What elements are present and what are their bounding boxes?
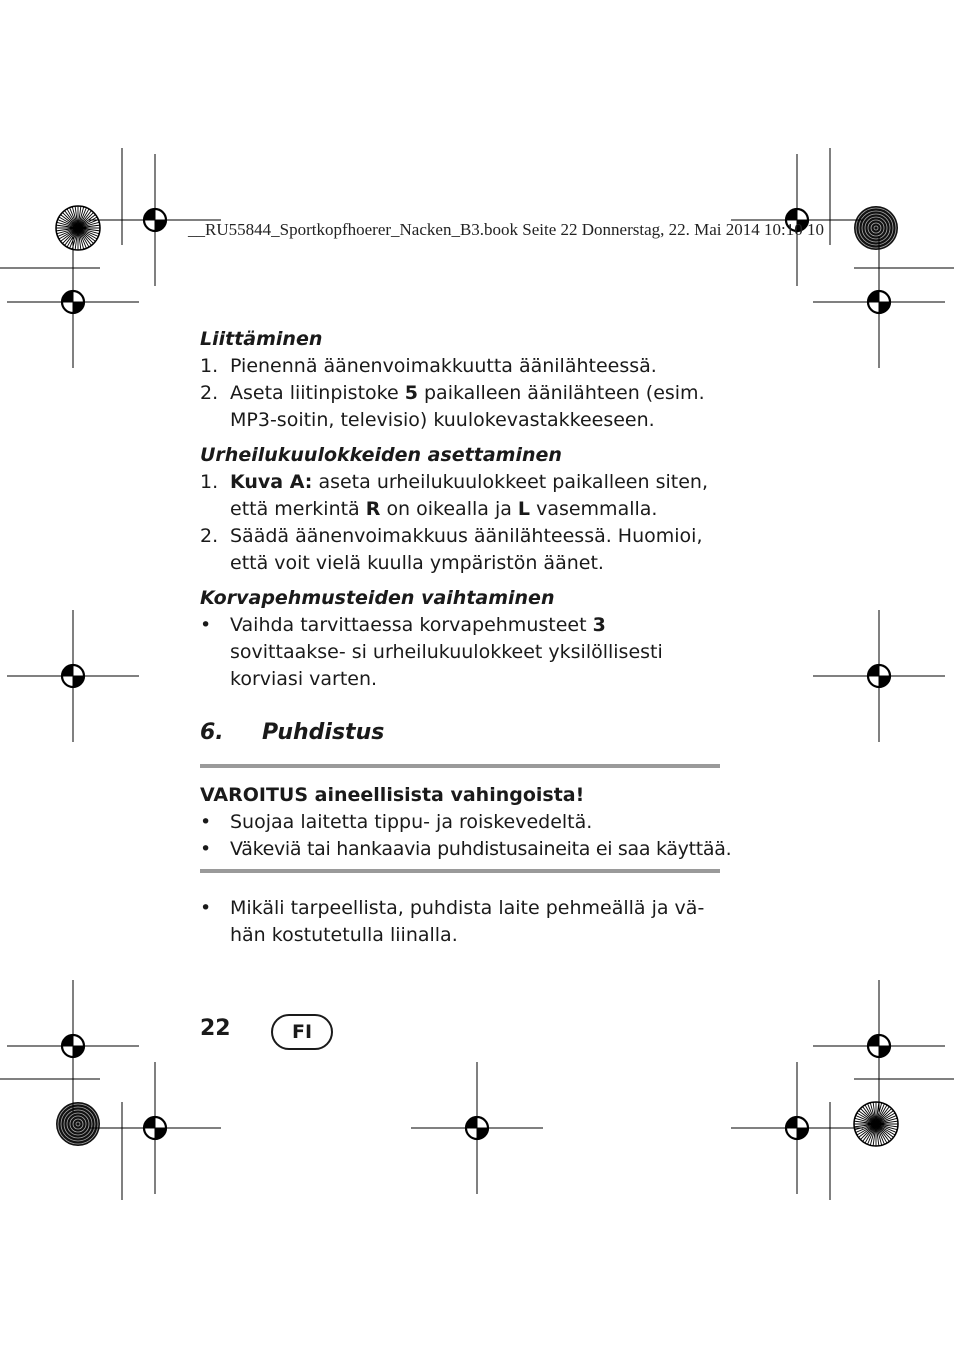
list-item [200, 895, 720, 949]
list-item [200, 836, 732, 863]
registration-target [813, 980, 945, 1112]
list-item [200, 380, 720, 434]
starburst-mark [56, 206, 100, 250]
heading-earpads: Korvapehmusteiden vaihtaminen [200, 587, 555, 609]
bullet: • [200, 897, 212, 919]
bullet-text: Mikäli tarpeellista, puhdista laite pehmeällä ja vä- hän kostutetulla liinalla. [230, 897, 705, 946]
registration-target [411, 1062, 543, 1194]
bullet-text: Väkeviä tai hankaavia puhdistusaineita ei saa käyttää. [230, 838, 732, 860]
part-reference: 5 [404, 382, 418, 404]
registration-target [7, 236, 139, 368]
step-text: Säädä äänenvoimakkuus äänilähteessä. Huomioi, että voit vielä kuulla ympäristön äänet. [230, 525, 703, 574]
bullet: • [200, 614, 212, 636]
step-number: 1. [200, 355, 219, 377]
bullet-text: Suojaa laitetta tippu- ja roiskevedeltä. [230, 811, 593, 833]
list-item [200, 353, 720, 380]
list-item [200, 523, 720, 577]
heading-wearing: Urheilukuulokkeiden asettaminen [200, 444, 562, 466]
bullet: • [200, 838, 212, 860]
warning-bottom-rule [200, 869, 720, 873]
part-reference: 3 [592, 614, 606, 636]
registration-target [7, 980, 139, 1112]
list-item [200, 469, 720, 523]
registration-target [813, 610, 945, 742]
heading-connecting: Liittäminen [200, 328, 323, 350]
book-header-line: __RU55844_Sportkopfhoerer_Nacken_B3.book Seite 22 Donnerstag, 22. Mai 2014 10:10 10 [188, 220, 824, 239]
page-content [200, 326, 732, 949]
step-text: Aseta liitinpistoke 5 paikalleen äänilähteen (esim. MP3-soitin, televisio) kuulokevastakkeeseen. [230, 382, 705, 431]
warning-top-rule [200, 764, 720, 768]
registration-target [813, 236, 945, 368]
section-number: 6. [200, 720, 224, 745]
list-item [200, 612, 720, 693]
registration-target [7, 610, 139, 742]
rings-mark [854, 206, 898, 250]
step-number: 1. [200, 471, 219, 493]
starburst-mark [854, 1102, 898, 1146]
step-number: 2. [200, 382, 219, 404]
registration-target [89, 1062, 221, 1194]
warning-title: VAROITUS aineellisista vahingoista! [200, 784, 585, 806]
bullet-text: Vaihda tarvittaessa korvapehmusteet 3 sovittaakse- si urheilukuulokkeet yksilöllisesti korviasi varten. [230, 614, 663, 690]
section-title: Puhdistus [262, 720, 385, 745]
rings-mark [56, 1102, 100, 1146]
step-text: Pienennä äänenvoimakkuutta äänilähteessä. [230, 355, 657, 377]
section-heading [200, 719, 720, 746]
step-text: Kuva A: aseta urheilukuulokkeet paikalleen siten, että merkintä R on oikealla ja L vasemmalla. [230, 471, 708, 520]
registration-target [731, 1062, 863, 1194]
list-item [200, 809, 720, 836]
bullet: • [200, 811, 212, 833]
language-badge: FI [271, 1014, 333, 1050]
step-number: 2. [200, 525, 219, 547]
figure-reference: Kuva A: [230, 471, 313, 493]
page-number: 22 [200, 1016, 231, 1041]
